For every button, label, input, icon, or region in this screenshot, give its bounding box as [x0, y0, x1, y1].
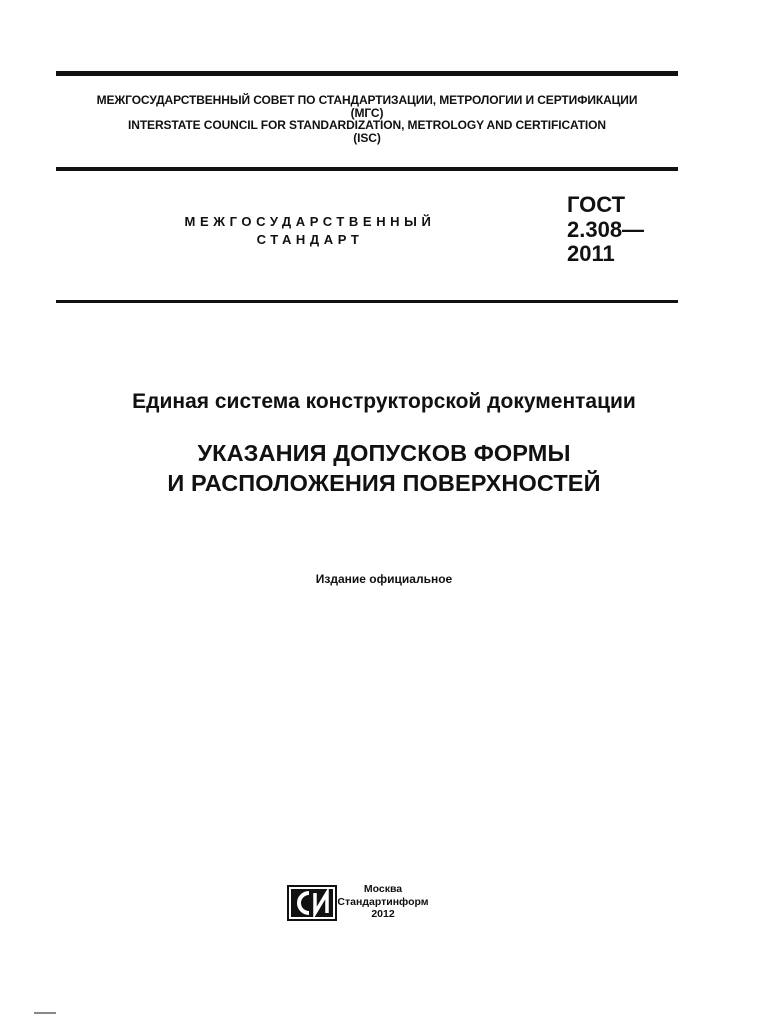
middle-rule — [56, 167, 678, 171]
publisher-city: Москва — [363, 883, 403, 895]
council-name-ru: МЕЖГОСУДАРСТВЕННЫЙ СОВЕТ ПО СТАНДАРТИЗАЦИИ, МЕТРОЛОГИИ И СЕРТИФИКАЦИИ — [96, 93, 638, 107]
scan-mark — [34, 1012, 56, 1014]
bottom-rule — [56, 300, 678, 303]
council-header — [56, 94, 678, 144]
standard-code — [567, 193, 644, 267]
council-name-en: INTERSTATE COUNCIL FOR STANDARDIZATION, METROLOGY AND CERTIFICATION — [128, 118, 606, 132]
document-title-line2: И РАСПОЛОЖЕНИЯ ПОВЕРХНОСТЕЙ — [167, 470, 601, 496]
system-title: Единая система конструкторской документации — [132, 390, 636, 413]
top-rule — [56, 71, 678, 76]
council-abbr-ru: (МГС) — [350, 105, 384, 120]
standard-type-line1: МЕЖГОСУДАРСТВЕННЫЙ — [184, 214, 436, 229]
standard-code-number: 2.308— — [567, 216, 645, 242]
publisher-year: 2012 — [371, 908, 395, 920]
standard-type-line2: СТАНДАРТ — [256, 232, 364, 247]
standard-code-prefix: ГОСТ — [567, 192, 626, 217]
publisher-info — [337, 883, 429, 921]
document-title — [0, 438, 768, 498]
edition-note: Издание официальное — [315, 572, 453, 586]
standard-type — [120, 213, 500, 249]
document-title-line1: УКАЗАНИЯ ДОПУСКОВ ФОРМЫ — [197, 440, 571, 466]
council-abbr-en: (ISC) — [353, 130, 381, 145]
publisher-name: Стандартинформ — [337, 895, 429, 908]
standartinform-logo-icon — [287, 885, 337, 921]
standard-code-year: 2011 — [567, 241, 615, 266]
